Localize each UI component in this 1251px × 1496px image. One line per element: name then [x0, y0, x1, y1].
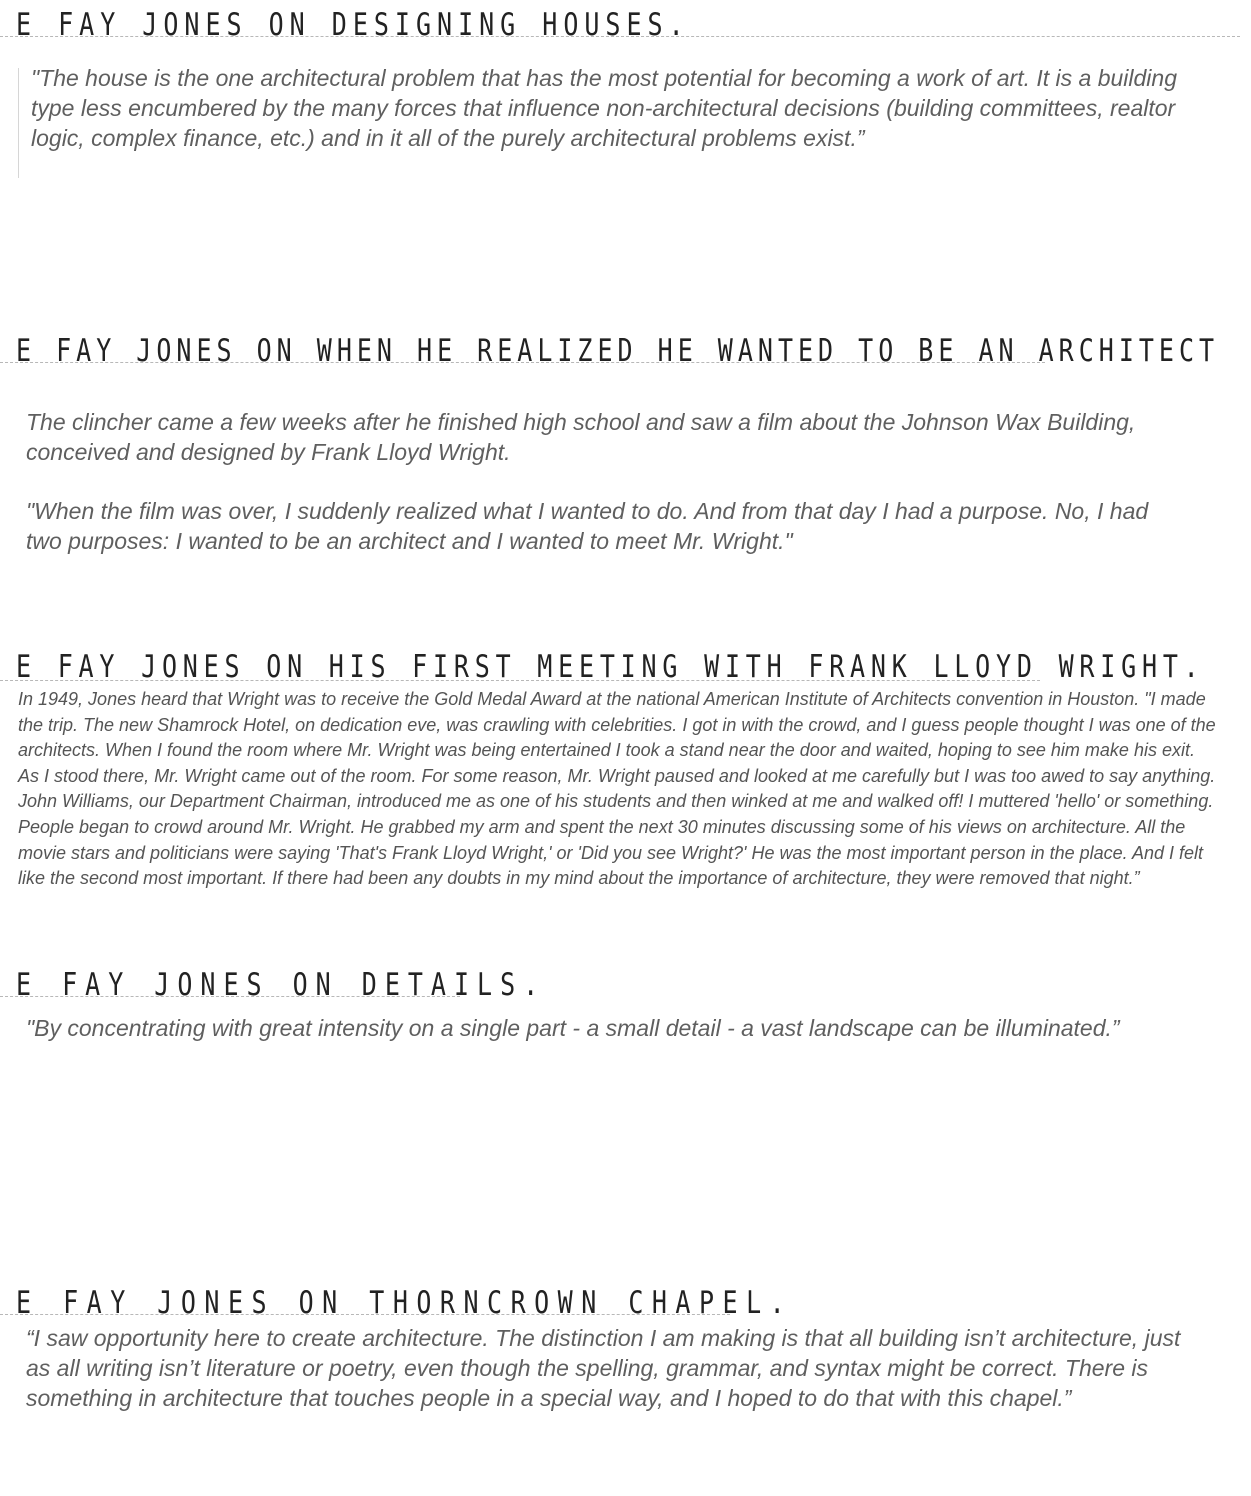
quote-realized-architect: "When the film was over, I suddenly realized what I wanted to do. And from that day I had a purpose. No, I had two purposes: I wanted to be an architect and I wanted to meet Mr. Wright.": [26, 498, 1149, 554]
section-heading-details: E FAY JONES ON DETAILS.: [16, 966, 547, 1003]
section-heading-realized-architect: E FAY JONES ON WHEN HE REALIZED HE WANTED TO BE AN ARCHITECT: [16, 332, 1220, 369]
section-heading-thorncrown: E FAY JONES ON THORNCROWN CHAPEL.: [16, 1284, 794, 1321]
section-heading-designing-houses: E FAY JONES ON DESIGNING HOUSES.: [16, 6, 690, 43]
quote-thorncrown: “I saw opportunity here to create architecture. The distinction I am making is that all building isn’t architecture, just as all writing isn’t literature or poetry, even though the spelling, grammar, and syntax might be correct. There is something in architecture that touches people in a special way, and I hoped to do that with this chapel.”: [26, 1325, 1181, 1411]
story-first-meeting: In 1949, Jones heard that Wright was to receive the Gold Medal Award at the national American Institute of Architects convention in Houston. "I made the trip. The new Shamrock Hotel, on dedication eve, was crawling with celebrities. I got in with the crowd, and I guess people thought I was one of the architects. When I found the room where Mr. Wright was being entertained I took a stand near the door and waited, hoping to see him make his exit. As I stood there, Mr. Wright came out of the room. For some reason, Mr. Wright paused and looked at me carefully but I was too awed to say anything. John Williams, our Department Chairman, introduced me as one of his students and then winked at me and walked off! I muttered 'hello' or something. People began to crowd around Mr. Wright. He grabbed my arm and spent the next 30 minutes discussing some of his views on architecture. All the movie stars and politicians were saying 'That's Frank Lloyd Wright,' or 'Did you see Wright?' He was the most important person in the place. And I felt like the second most important. If there had been any doubts in my mind about the importance of architecture, they were removed that night.”: [18, 689, 1216, 889]
quote-designing-houses: "The house is the one architectural problem that has the most potential for becoming a work of art. It is a building type less encumbered by the many forces that influence non-architectural decisions (building committees, realtor logic, complex finance, etc.) and in it all of the purely architectural problems exist.”: [31, 65, 1178, 151]
quote-details: "By concentrating with great intensity on a single part - a small detail - a vast landscape can be illuminated.”: [26, 1015, 1120, 1041]
section-heading-first-meeting: E FAY JONES ON HIS FIRST MEETING WITH FRANK LLOYD WRIGHT.: [16, 648, 1205, 685]
intro-realized-architect: The clincher came a few weeks after he finished high school and saw a film about the Johnson Wax Building, conceived and designed by Frank Lloyd Wright.: [26, 409, 1136, 465]
margin-line: [18, 68, 19, 178]
